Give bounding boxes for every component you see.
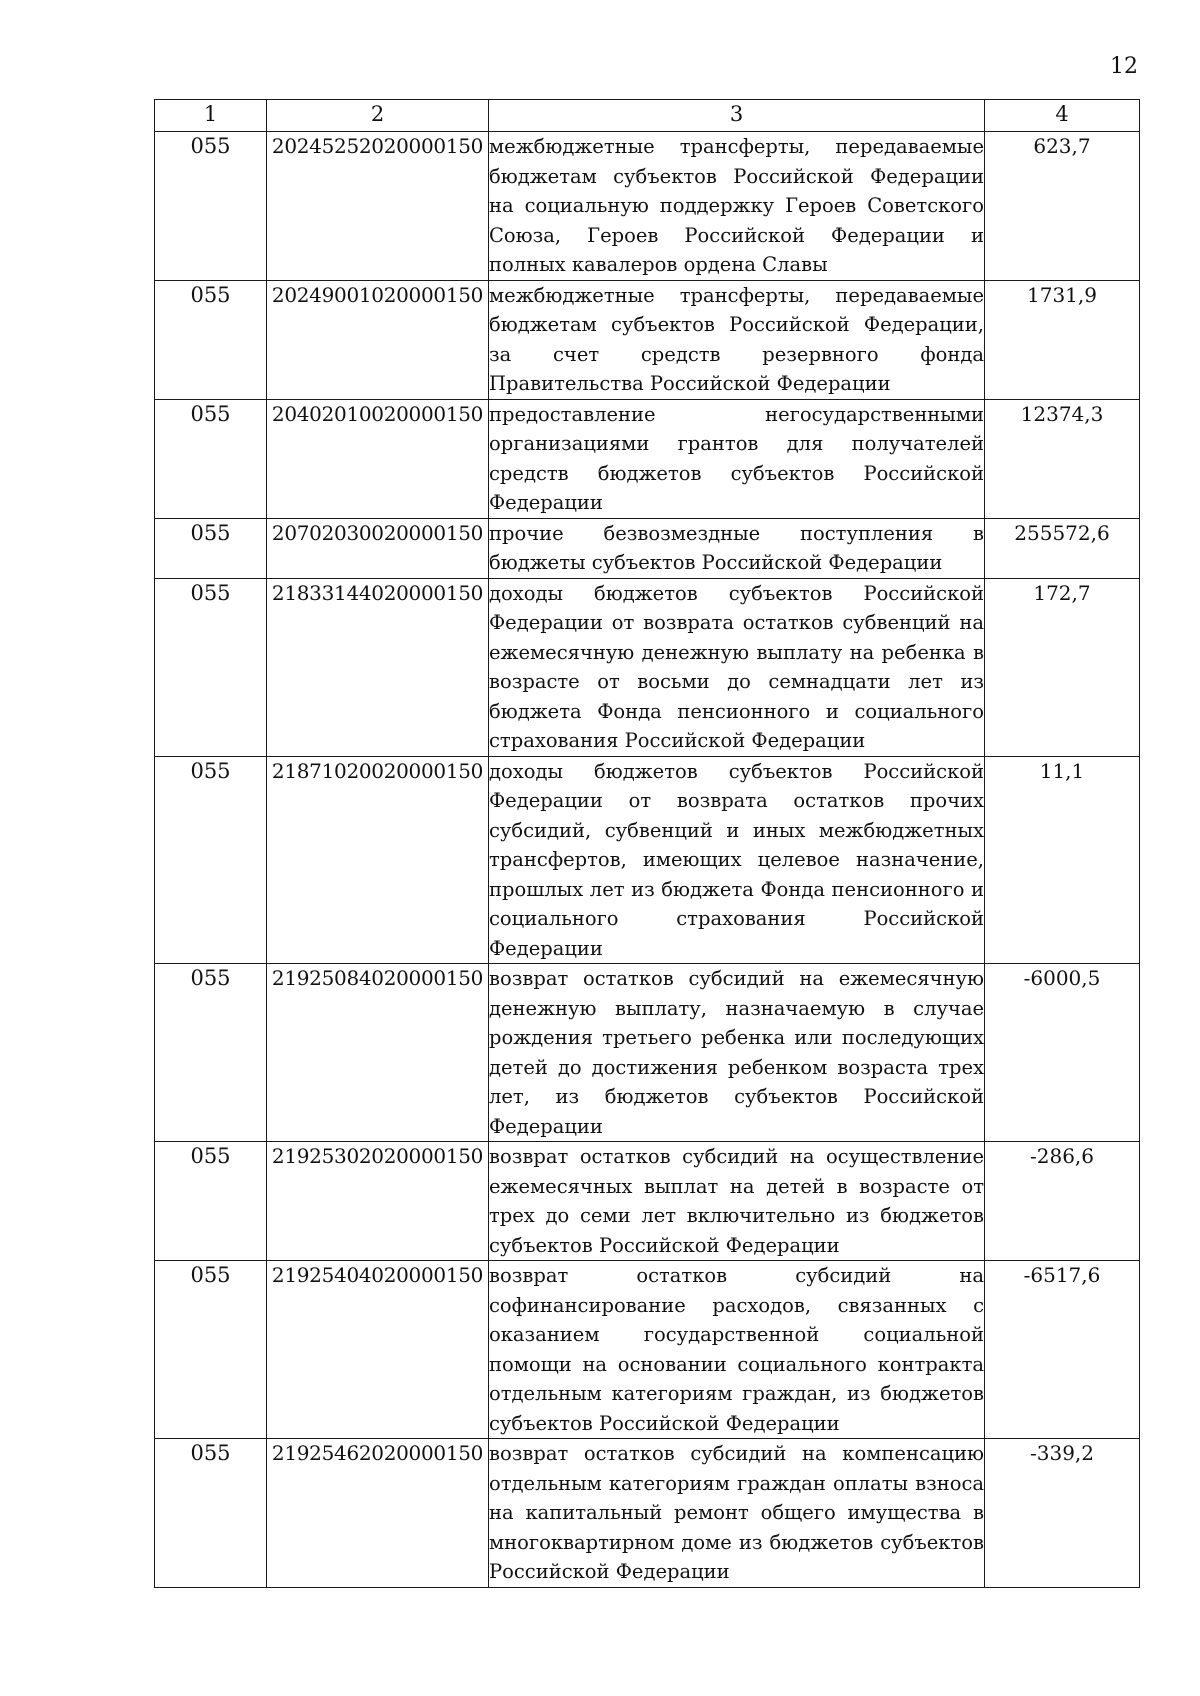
amount-cell: 172,7 bbox=[985, 578, 1140, 756]
description-cell: межбюджетные трансферты, передаваемые бюджетам субъектов Российской Федерации, за счет средств резервного фонда Правительства Российской Федерации bbox=[489, 280, 985, 399]
table-row bbox=[155, 518, 1140, 578]
budget-code-cell: 21925302020000150 bbox=[267, 1142, 489, 1261]
description-cell: возврат остатков субсидий на компенсацию отдельным категориям граждан оплаты взноса на капитальный ремонт общего имущества в многоквартирном доме из бюджетов субъектов Российской Федерации bbox=[489, 1439, 985, 1588]
amount-cell: 11,1 bbox=[985, 756, 1140, 964]
budget-code-cell: 20245252020000150 bbox=[267, 132, 489, 281]
revenue-table bbox=[154, 99, 1140, 1588]
amount-cell: -339,2 bbox=[985, 1439, 1140, 1588]
description-cell: доходы бюджетов субъектов Российской Федерации от возврата остатков субвенций на ежемесячную денежную выплату на ребенка в возрасте от восьми до семнадцати лет из бюджета Фонда пенсионного и социального страхования Российской Федерации bbox=[489, 578, 985, 756]
budget-code-cell: 21925084020000150 bbox=[267, 964, 489, 1142]
budget-code-cell: 21925462020000150 bbox=[267, 1439, 489, 1588]
table-row bbox=[155, 1142, 1140, 1261]
amount-cell: 1731,9 bbox=[985, 280, 1140, 399]
admin-code-cell: 055 bbox=[155, 756, 267, 964]
page-number: 12 bbox=[1110, 54, 1138, 79]
table-body bbox=[155, 132, 1140, 1588]
budget-code-cell: 20402010020000150 bbox=[267, 399, 489, 518]
column-header-3: 3 bbox=[489, 100, 985, 132]
table-row bbox=[155, 1439, 1140, 1588]
table-row bbox=[155, 132, 1140, 281]
admin-code-cell: 055 bbox=[155, 1142, 267, 1261]
budget-code-cell: 21833144020000150 bbox=[267, 578, 489, 756]
column-header-4: 4 bbox=[985, 100, 1140, 132]
table-row bbox=[155, 280, 1140, 399]
amount-cell: -286,6 bbox=[985, 1142, 1140, 1261]
table-row bbox=[155, 756, 1140, 964]
header-row bbox=[155, 100, 1140, 132]
budget-code-cell: 20702030020000150 bbox=[267, 518, 489, 578]
amount-cell: -6517,6 bbox=[985, 1261, 1140, 1439]
admin-code-cell: 055 bbox=[155, 132, 267, 281]
budget-code-cell: 21871020020000150 bbox=[267, 756, 489, 964]
column-header-2: 2 bbox=[267, 100, 489, 132]
admin-code-cell: 055 bbox=[155, 578, 267, 756]
description-cell: прочие безвозмездные поступления в бюджеты субъектов Российской Федерации bbox=[489, 518, 985, 578]
table-row bbox=[155, 578, 1140, 756]
description-cell: возврат остатков субсидий на ежемесячную денежную выплату, назначаемую в случае рождения третьего ребенка или последующих детей до достижения ребенком возраста трех лет, из бюджетов субъектов Российской Федерации bbox=[489, 964, 985, 1142]
description-cell: предоставление негосударственными организациями грантов для получателей средств бюджетов субъектов Российской Федерации bbox=[489, 399, 985, 518]
table-row bbox=[155, 399, 1140, 518]
description-cell: межбюджетные трансферты, передаваемые бюджетам субъектов Российской Федерации на социальную поддержку Героев Советского Союза, Героев Российской Федерации и полных кавалеров ордена Славы bbox=[489, 132, 985, 281]
table-header bbox=[155, 100, 1140, 132]
amount-cell: 623,7 bbox=[985, 132, 1140, 281]
description-cell: возврат остатков субсидий на софинансирование расходов, связанных с оказанием государственной социальной помощи на основании социального контракта отдельным категориям граждан, из бюджетов субъектов Российской Федерации bbox=[489, 1261, 985, 1439]
admin-code-cell: 055 bbox=[155, 280, 267, 399]
table-row bbox=[155, 1261, 1140, 1439]
budget-code-cell: 20249001020000150 bbox=[267, 280, 489, 399]
amount-cell: 12374,3 bbox=[985, 399, 1140, 518]
admin-code-cell: 055 bbox=[155, 964, 267, 1142]
admin-code-cell: 055 bbox=[155, 399, 267, 518]
description-cell: доходы бюджетов субъектов Российской Федерации от возврата остатков прочих субсидий, субвенций и иных межбюджетных трансфертов, имеющих целевое назначение, прошлых лет из бюджета Фонда пенсионного и социального страхования Российской Федерации bbox=[489, 756, 985, 964]
column-header-1: 1 bbox=[155, 100, 267, 132]
budget-code-cell: 21925404020000150 bbox=[267, 1261, 489, 1439]
amount-cell: -6000,5 bbox=[985, 964, 1140, 1142]
admin-code-cell: 055 bbox=[155, 1439, 267, 1588]
admin-code-cell: 055 bbox=[155, 1261, 267, 1439]
admin-code-cell: 055 bbox=[155, 518, 267, 578]
description-cell: возврат остатков субсидий на осуществление ежемесячных выплат на детей в возрасте от трех до семи лет включительно из бюджетов субъектов Российской Федерации bbox=[489, 1142, 985, 1261]
amount-cell: 255572,6 bbox=[985, 518, 1140, 578]
table-row bbox=[155, 964, 1140, 1142]
